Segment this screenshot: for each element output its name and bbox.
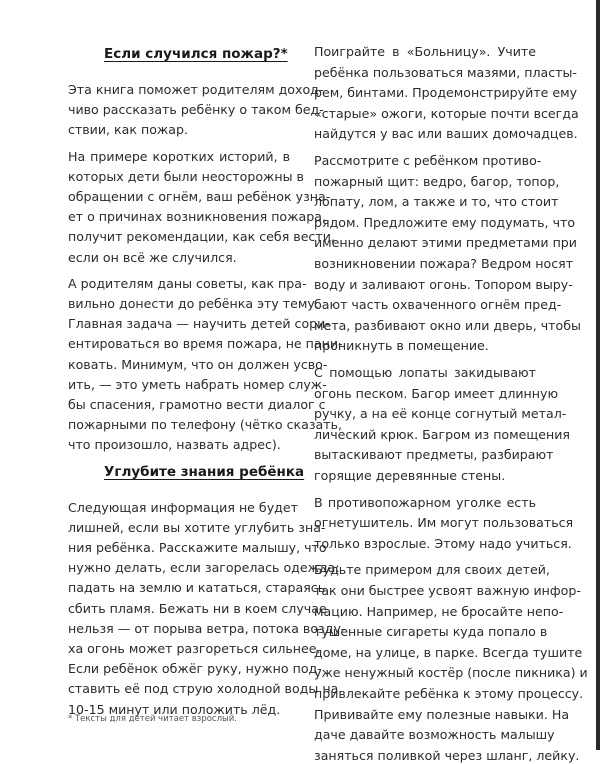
- text-line: даче давайте возможность малышу: [314, 727, 555, 743]
- text-line: вильно донести до ребёнка эту тему.: [68, 296, 319, 311]
- text-line: только взрослые. Этому надо учиться.: [314, 535, 572, 551]
- text-line: горящие деревянные стены.: [314, 468, 506, 483]
- text-line: воду и заливают огонь. Топором выру-: [314, 276, 573, 292]
- text-line: падать на землю и кататься, стараясь: [68, 580, 326, 596]
- text-line: огнетушитель. Им могут пользоваться: [314, 515, 574, 531]
- text-line: проникнуть в помещение.: [314, 338, 489, 354]
- heading-if-fire: Если случился пожар?*: [104, 46, 288, 62]
- text-line: которых дети были неосторожны в: [68, 168, 304, 184]
- text-line: лишней, если вы хотите углубить зна-: [68, 519, 326, 535]
- text-line: ить, — это уметь набрать номер служ-: [68, 376, 327, 392]
- text-line: Будьте примером для своих детей,: [314, 562, 550, 578]
- footnote: * Тексты для детей читает взрослый.: [68, 714, 237, 724]
- text-line: что произошло, назвать адрес).: [68, 437, 281, 453]
- text-line: Если ребёнок обжёг руку, нужно под-: [68, 661, 322, 677]
- text-line: ствии, как пожар.: [68, 122, 188, 138]
- text-line: мацию. Например, не бросайте непо-: [314, 603, 564, 619]
- text-line: Главная задача — научить детей сори-: [68, 316, 330, 332]
- text-line: На примере коротких историй, в: [68, 148, 290, 164]
- text-line: нельзя — от порыва ветра, потока возду-: [68, 620, 346, 636]
- text-line: ставить её под струю холодной воды на: [68, 681, 339, 697]
- text-line: именно делают этими предметами при: [314, 235, 577, 251]
- text-line: В противопожарном уголке есть: [314, 494, 536, 510]
- text-line: С помощью лопаты закидывают: [314, 365, 536, 380]
- text-line: уже ненужный костёр (после пикника) и: [314, 665, 588, 681]
- text-line: А родителям даны советы, как пра-: [68, 275, 307, 291]
- text-line: ручку, а на её конце согнутый метал-: [314, 406, 567, 422]
- text-line: ет о причинах возникновения пожара,: [68, 209, 326, 225]
- text-line: так они быстрее усвоят важную инфор-: [314, 583, 581, 598]
- text-line: «старые» ожоги, которые почти всегда: [314, 105, 579, 121]
- text-line: мета, разбивают окно или дверь, чтобы: [314, 317, 581, 333]
- text-line: пожарными по телефону (чётко сказать,: [68, 417, 343, 433]
- text-line: Следующая информация не будет: [68, 499, 298, 515]
- text-line: ха огонь может разгореться сильнее.: [68, 641, 321, 656]
- text-line: сбить пламя. Бежать ни в коем случае: [68, 600, 327, 616]
- text-line: Поиграйте в «Больницу». Учите: [314, 44, 536, 59]
- text-line: ребёнка пользоваться мазями, пласты-: [314, 64, 577, 80]
- text-line: огонь песком. Багор имеет длинную: [314, 385, 559, 401]
- text-line: нужно делать, если загорелась одежда:: [68, 560, 340, 576]
- text-line: бы спасения, грамотно вести диалог с: [68, 397, 326, 412]
- text-line: ния ребёнка. Расскажите малышу, что: [68, 540, 327, 555]
- text-line: если он всё же случился.: [68, 249, 237, 265]
- text-line: чиво рассказать ребёнку о таком бед-: [68, 102, 324, 118]
- text-line: рем, бинтами. Продемонстрируйте ему: [314, 85, 578, 101]
- text-line: вытаскивают предметы, разбирают: [314, 447, 554, 463]
- text-line: доме, на улице, в парке. Всегда тушите: [314, 644, 583, 660]
- text-line: возникновении пожара? Ведром носят: [314, 256, 574, 271]
- text-line: лопату, лом, а также и то, что стоит: [314, 194, 559, 210]
- text-line: заняться поливкой через шланг, лейку.: [314, 747, 580, 763]
- text-line: пожарный щит: ведро, багор, топор,: [314, 173, 560, 189]
- text-line: Рассмотрите с ребёнком противо-: [314, 153, 542, 168]
- text-line: ентироваться во время пожара, не пани-: [68, 336, 343, 352]
- text-line: получит рекомендации, как себя вести,: [68, 229, 335, 245]
- text-line: найдутся у вас или ваших домочадцев.: [314, 126, 578, 142]
- text-line: 10-15 минут или положить лёд.: [68, 701, 281, 717]
- text-line: бают часть охваченного огнём пред-: [314, 297, 562, 313]
- heading-deepen-knowledge: Углубите знания ребёнка: [104, 463, 305, 480]
- page-edge-divider: [596, 0, 600, 750]
- text-line: рядом. Предложите ему подумать, что: [314, 214, 576, 230]
- text-line: лический крюк. Багром из помещения: [314, 426, 570, 442]
- text-line: ковать. Минимум, что он должен усво-: [68, 356, 328, 372]
- text-line: тушенные сигареты куда попало в: [314, 624, 548, 640]
- text-line: обращении с огнём, ваш ребёнок узна-: [68, 189, 331, 204]
- text-line: привлекайте ребёнка к этому процессу.: [314, 686, 584, 701]
- text-line: Прививайте ему полезные навыки. На: [314, 706, 570, 722]
- text-line: Эта книга поможет родителям доход-: [68, 82, 324, 97]
